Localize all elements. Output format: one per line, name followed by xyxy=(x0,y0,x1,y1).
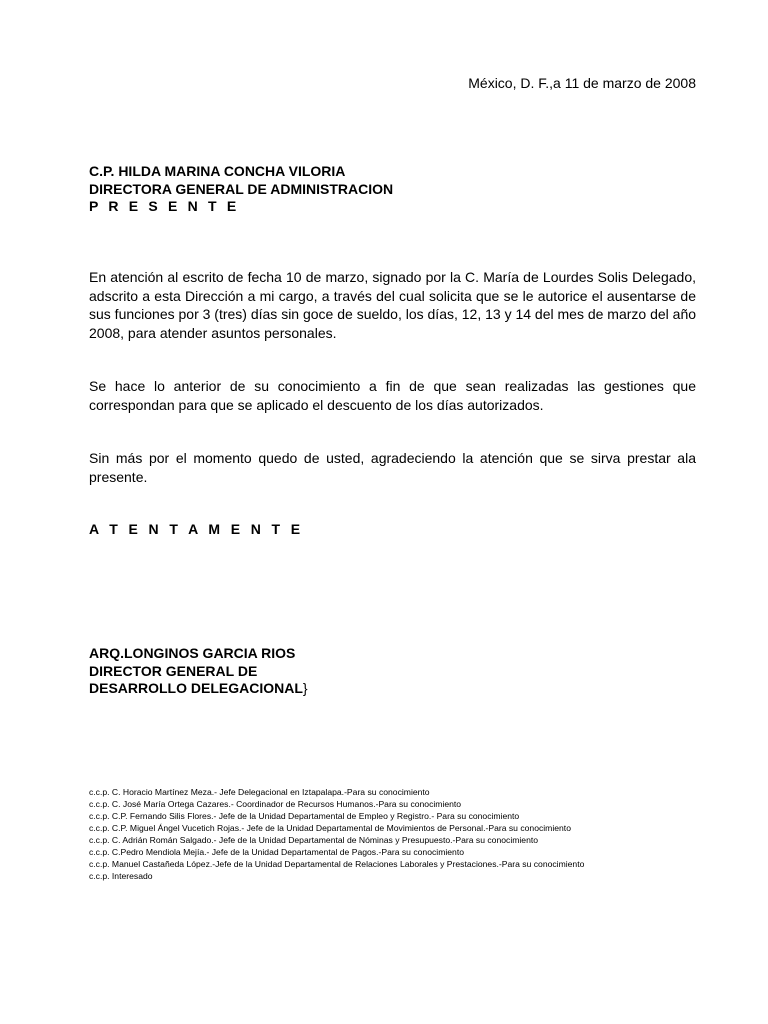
signer-brace: } xyxy=(302,680,308,696)
addressee-title: DIRECTORA GENERAL DE ADMINISTRACION xyxy=(89,180,394,197)
ccp-list xyxy=(89,786,696,882)
closing: A T E N T A M E N T E xyxy=(89,521,304,537)
ccp-line: c.c.p. C. José María Ortega Cazares.- Coordinador de Recursos Humanos.-Para su conocimiento xyxy=(89,799,462,809)
signer-title: DIRECTOR GENERAL DE xyxy=(89,662,258,679)
body-paragraph-3: Sin más por el momento quedo de usted, agradeciendo la atención que se sirva prestar ala presente. xyxy=(89,450,696,485)
addressee-block xyxy=(89,163,696,216)
ccp-line: c.c.p. C.Pedro Mendiola Mejía.- Jefe de la Unidad Departamental de Pagos.-Para su conocimiento xyxy=(89,847,464,857)
signer-name: ARQ.LONGINOS GARCIA RIOS xyxy=(89,645,296,661)
ccp-line: c.c.p. C. Adrián Román Salgado.- Jefe de la Unidad Departamental de Nóminas y Presupuesto.-Para su conocimiento xyxy=(89,835,539,845)
ccp-line: c.c.p. Interesado xyxy=(89,871,153,881)
ccp-line: c.c.p. C.P. Fernando Silis Flores.- Jefe de la Unidad Departamental de Empleo y Registro.- Para su conocimiento xyxy=(89,811,520,821)
ccp-line: c.c.p. C. Horacio Martínez Meza.- Jefe Delegacional en Iztapalapa.-Para su conocimiento xyxy=(89,787,430,797)
ccp-line: c.c.p. Manuel Castañeda López.-Jefe de la Unidad Departamental de Relaciones Laborales y Prestaciones.-Para su conocimiento xyxy=(89,859,585,869)
body-paragraph-1: En atención al escrito de fecha 10 de marzo, signado por la C. María de Lourdes Solis Delegado, adscrito a esta Dirección a mi cargo, a través del cual solicita que se le autorice el ausentarse de sus funciones por 3 (tres) días sin goce de sueldo, los días, 12, 13 y 14 del mes de marzo del año 2008, para atender asuntos personales. xyxy=(89,269,697,341)
signer-department xyxy=(89,680,696,698)
addressee-presente: P R E S E N T E xyxy=(89,198,240,214)
signer-block xyxy=(89,645,696,698)
ccp-line: c.c.p. C.P. Miguel Ángel Vucetich Rojas.- Jefe de la Unidad Departamental de Movimientos de Personal.-Para su conocimiento xyxy=(89,823,571,833)
place-date: México, D. F.,a 11 de marzo de 2008 xyxy=(468,75,696,91)
body-paragraph-2: Se hace lo anterior de su conocimiento a fin de que sean realizadas las gestiones que correspondan para que se aplicado el descuento de los días autorizados. xyxy=(89,378,696,413)
signer-department-text: DESARROLLO DELEGACIONAL xyxy=(89,680,303,696)
addressee-name: C.P. HILDA MARINA CONCHA VILORIA xyxy=(89,163,346,179)
